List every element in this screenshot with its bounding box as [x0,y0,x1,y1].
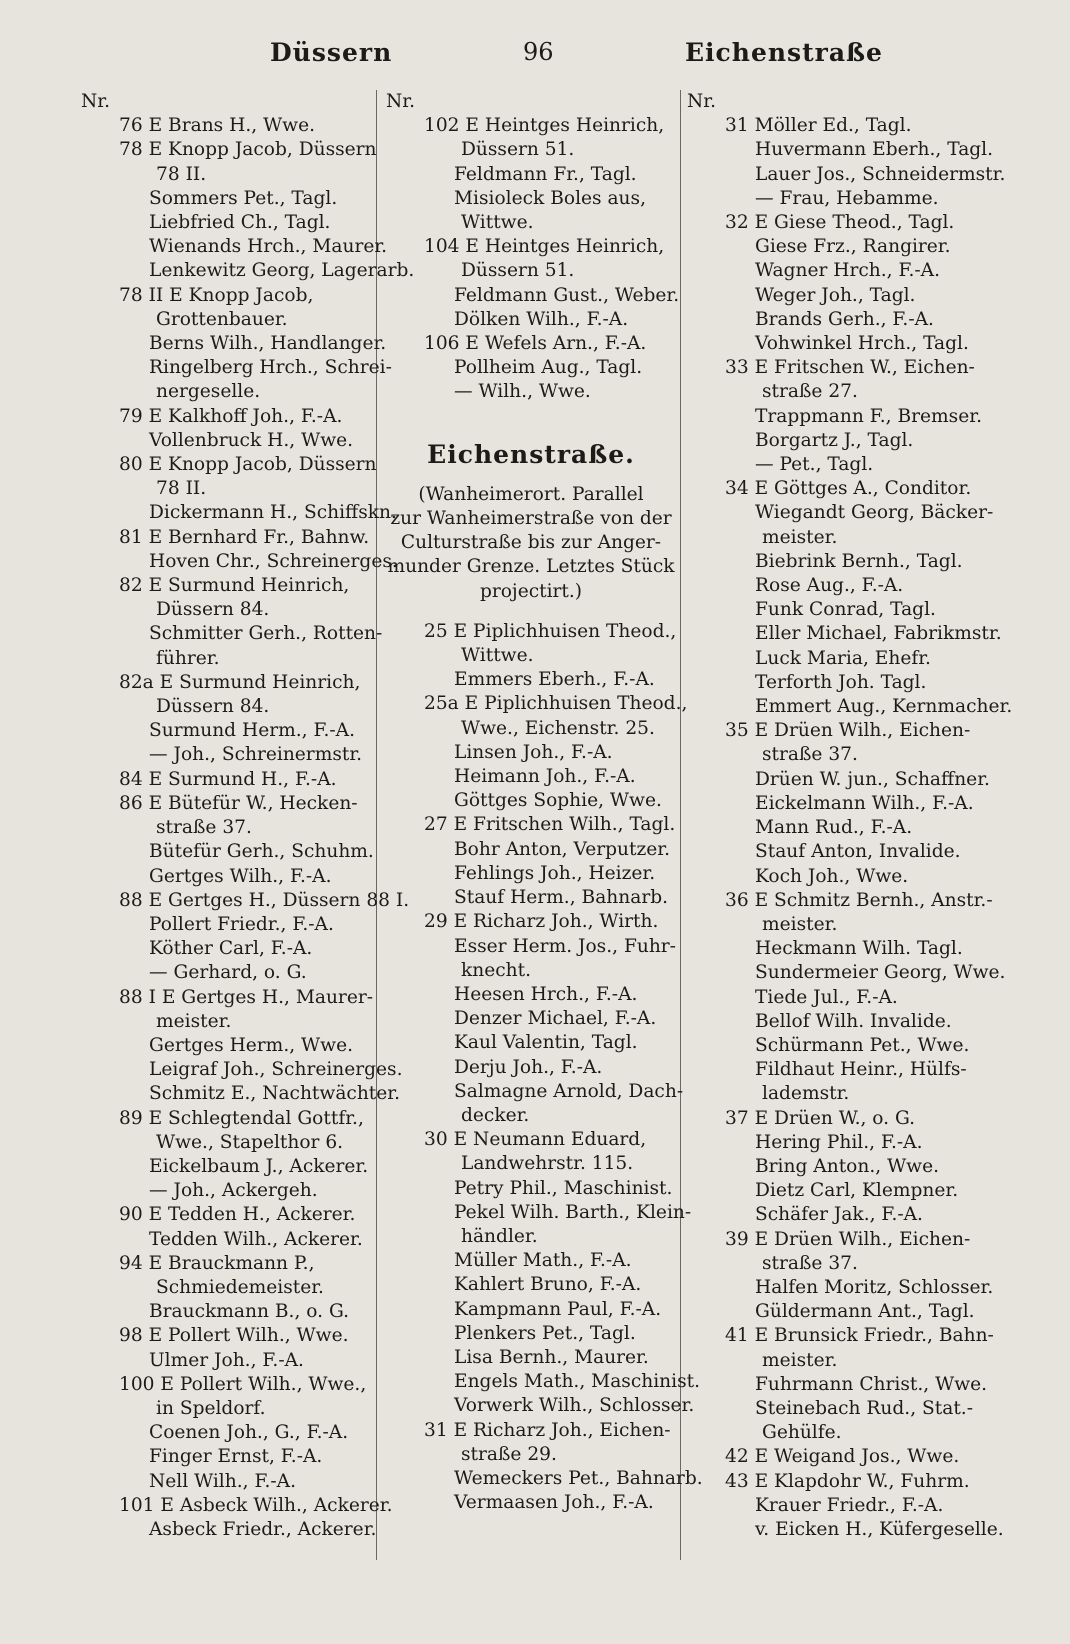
directory-entry-line: Weger Joh., Tagl. [755,284,916,306]
directory-entry-line: Schmitter Gerh., Rotten- [149,623,383,645]
directory-entry-line: straße 37. [762,1252,858,1274]
directory-entry-line: Düssern 84. [156,696,270,718]
directory-entry-line: Schürmann Pet., Wwe. [755,1034,970,1056]
directory-entry-line: Misioleck Boles aus, [454,187,646,209]
directory-entry-line: führer. [156,647,220,669]
directory-entry-line: Funk Conrad, Tagl. [755,599,936,621]
directory-entry-line: Finger Ernst, F.-A. [149,1446,323,1468]
directory-entry-line: 34 E Göttges A., Conditor. [725,478,972,500]
directory-entry-line: Heimann Joh., F.-A. [454,766,636,788]
street-section-title: Eichenstraße. [427,439,635,469]
directory-entry-line: 78 II. [156,163,207,185]
directory-entry-line: Pollert Friedr., F.-A. [149,913,334,935]
directory-entry-line: Vermaasen Joh., F.-A. [454,1492,654,1514]
directory-entry-line: Vollenbruck H., Wwe. [149,429,354,451]
directory-entry-line: Derju Joh., F.-A. [454,1056,603,1078]
directory-entry-line: Gehülfe. [762,1422,842,1444]
directory-entry-line: 106 E Wefels Arn., F.-A. [424,333,647,355]
directory-entry-line: Eller Michael, Fabrikmstr. [755,623,1002,645]
directory-entry-line: — Wilh., Wwe. [454,381,591,403]
directory-entry-line: 39 E Drüen Wilh., Eichen- [725,1228,971,1250]
directory-entry-line: Köther Carl, F.-A. [149,938,313,960]
directory-entry-line: Wittwe. [461,645,534,667]
directory-entry-line: Düssern 51. [461,139,575,161]
directory-entry-line: Grottenbauer. [156,308,288,330]
directory-entry-line: Petry Phil., Maschinist. [454,1177,673,1199]
directory-entry-line: 80 E Knopp Jacob, Düssern [119,454,377,476]
directory-entry-line: Plenkers Pet., Tagl. [454,1322,636,1344]
directory-entry-line: 78 II E Knopp Jacob, [119,284,314,306]
directory-entry-line: — Pet., Tagl. [755,454,874,476]
directory-entry-line: Dietz Carl, Klempner. [755,1180,959,1202]
directory-entry-line: Sundermeier Georg, Wwe. [755,962,1006,984]
directory-entry-line: Bellof Wilh. Invalide. [755,1010,952,1032]
directory-entry-line: 88 I E Gertges H., Maurer- [119,986,373,1008]
directory-entry-line: Heesen Hrch., F.-A. [454,983,638,1005]
directory-entry-line: Biebrink Bernh., Tagl. [755,550,963,572]
directory-entry-line: nergeselle. [156,381,261,403]
column-2 [386,90,703,1550]
directory-entry-line: Schmiedemeister. [156,1276,324,1298]
directory-entry-line: v. Eicken H., Küfergeselle. [755,1518,1004,1540]
directory-entry-line: Salmagne Arnold, Dach- [454,1080,684,1102]
directory-entry-line: Fuhrmann Christ., Wwe. [755,1373,988,1395]
directory-entry-line: 82 E Surmund Heinrich, [119,575,350,597]
directory-entry-line: 25 E Piplichhuisen Theod., [424,620,677,642]
directory-entry-line: Kampmann Paul, F.-A. [454,1298,662,1320]
column-3-entries [687,114,1013,1542]
directory-entry-line: 43 E Klapdohr W., Fuhrm. [725,1470,970,1492]
directory-entry-line: Pollheim Aug., Tagl. [454,357,643,379]
directory-entry-line: lademstr. [762,1083,850,1105]
directory-entry-line: — Frau, Hebamme. [755,187,939,209]
directory-entry-line: Wittwe. [461,212,534,234]
directory-entry-line: Bring Anton., Wwe. [755,1155,940,1177]
directory-entry-line: Ringelberg Hrch., Schrei- [149,357,392,379]
column-header-nr: Nr. [81,91,111,112]
directory-entry-line: 31 Möller Ed., Tagl. [725,115,912,137]
column-2-entries-top [386,114,680,404]
directory-entry-line: 36 E Schmitz Bernh., Anstr.- [725,889,993,911]
directory-entry-line: Halfen Moritz, Schlosser. [755,1276,994,1298]
directory-entry-line: 94 E Brauckmann P., [119,1252,315,1274]
description-line: projectirt.) [479,580,583,602]
directory-entry-line: 104 E Heintges Heinrich, [424,236,665,258]
directory-entry-line: Schmitz E., Nachtwächter. [149,1083,401,1105]
directory-entry-line: knecht. [461,959,532,981]
street-description [386,483,676,604]
directory-entry-line: Ulmer Joh., F.-A. [149,1349,304,1371]
directory-entry-line: Tedden Wilh., Ackerer. [149,1228,363,1250]
column-1-entries [81,114,415,1542]
directory-entry-line: straße 37. [156,817,252,839]
directory-entry-line: 27 E Fritschen Wilh., Tagl. [424,814,676,836]
directory-entry-line: Liebfried Ch., Tagl. [149,212,331,234]
directory-entry-line: Hering Phil., F.-A. [755,1131,923,1153]
directory-entry-line: Feldmann Gust., Weber. [454,284,680,306]
directory-entry-line: Lenkewitz Georg, Lagerarb. [149,260,415,282]
directory-entry-line: 31 E Richarz Joh., Eichen- [424,1419,671,1441]
description-line: Culturstraße bis zur Anger- [400,532,662,554]
directory-entry-line: Lisa Bernh., Maurer. [454,1346,649,1368]
column-divider-2 [680,90,681,1560]
directory-entry-line: — Joh., Ackergeh. [149,1180,318,1202]
directory-entry-line: 102 E Heintges Heinrich, [424,115,665,137]
directory-entry-line: 76 E Brans H., Wwe. [119,115,316,137]
directory-entry-line: Landwehrstr. 115. [461,1153,634,1175]
directory-entry-line: Denzer Michael, F.-A. [454,1008,657,1030]
page-header [80,38,990,78]
directory-entry-line: meister. [762,913,838,935]
header-district: Düssern [270,38,393,67]
directory-entry-line: Wienands Hrch., Maurer. [149,236,388,258]
directory-entry-line: — Joh., Schreinermstr. [149,744,363,766]
directory-entry-line: Vorwerk Wilh., Schlosser. [454,1395,695,1417]
directory-entry-line: 82a E Surmund Heinrich, [119,671,361,693]
directory-entry-line: Sommers Pet., Tagl. [149,187,338,209]
directory-entry-line: Dickermann H., Schiffskn. [149,502,397,524]
directory-entry-line: Giese Frz., Rangirer. [755,236,951,258]
directory-entry-line: Linsen Joh., F.-A. [454,741,613,763]
directory-entry-line: meister. [762,1349,838,1371]
directory-entry-line: Bütefür Gerh., Schuhm. [149,841,374,863]
directory-entry-line: Pekel Wilh. Barth., Klein- [454,1201,692,1223]
directory-entry-line: Eickelmann Wilh., F.-A. [755,792,974,814]
directory-entry-line: 100 E Pollert Wilh., Wwe., [119,1373,367,1395]
directory-entry-line: 78 E Knopp Jacob, Düssern [119,139,377,161]
directory-entry-line: Wagner Hrch., F.-A. [755,260,941,282]
directory-entry-line: Lauer Jos., Schneidermstr. [755,163,1006,185]
directory-entry-line: Krauer Friedr., F.-A. [755,1494,944,1516]
directory-entry-line: Gertges Herm., Wwe. [149,1034,353,1056]
directory-entry-line: in Speldorf. [156,1397,266,1419]
directory-entry-line: Surmund Herm., F.-A. [149,720,356,742]
directory-entry-line: Drüen W. jun., Schaffner. [755,768,990,790]
directory-entry-line: Stauf Anton, Invalide. [755,841,961,863]
directory-entry-line: Schäfer Jak., F.-A. [755,1204,923,1226]
directory-entry-line: Bohr Anton, Verputzer. [454,838,671,860]
directory-entry-line: 98 E Pollert Wilh., Wwe. [119,1325,349,1347]
directory-entry-line: Müller Math., F.-A. [454,1250,632,1272]
directory-entry-line: 88 E Gertges H., Düssern 88 I. [119,889,410,911]
directory-entry-line: 42 E Weigand Jos., Wwe. [725,1446,960,1468]
directory-entry-line: Mann Rud., F.-A. [755,817,913,839]
directory-entry-line: Dölken Wilh., F.-A. [454,308,629,330]
directory-entry-line: 35 E Drüen Wilh., Eichen- [725,720,971,742]
directory-entry-line: Göttges Sophie, Wwe. [454,790,662,812]
directory-entry-line: Engels Math., Maschinist. [454,1371,701,1393]
directory-entry-line: Hoven Chr., Schreinerges. [149,550,398,572]
section-gap [386,604,676,620]
directory-entry-line: 81 E Bernhard Fr., Bahnw. [119,526,370,548]
directory-entry-line: meister. [156,1010,232,1032]
column-3 [687,90,1013,1550]
description-line: munder Grenze. Letztes Stück [387,556,675,578]
directory-entry-line: 33 E Fritschen W., Eichen- [725,357,975,379]
directory-entry-line: Tiede Jul., F.-A. [755,986,898,1008]
directory-entry-line: Fildhaut Heinr., Hülfs- [755,1059,967,1081]
directory-entry-line: Koch Joh., Wwe. [755,865,909,887]
directory-entry-line: Terforth Joh. Tagl. [755,671,927,693]
directory-entry-line: Kaul Valentin, Tagl. [454,1032,638,1054]
directory-entry-line: Borgartz J., Tagl. [755,429,914,451]
directory-entry-line: 25a E Piplichhuisen Theod., [424,693,688,715]
directory-entry-line: 37 E Drüen W., o. G. [725,1107,916,1129]
directory-entry-line: Feldmann Fr., Tagl. [454,163,637,185]
directory-entry-line: Brands Gerh., F.-A. [755,308,934,330]
directory-entry-line: Eickelbaum J., Ackerer. [149,1155,369,1177]
directory-entry-line: Wwe., Eichenstr. 25. [461,717,655,739]
directory-entry-line: 86 E Bütefür W., Hecken- [119,792,358,814]
directory-entry-line: Asbeck Friedr., Ackerer. [149,1518,377,1540]
directory-entry-line: straße 29. [461,1443,557,1465]
directory-entry-line: Leigraf Joh., Schreinerges. [149,1059,403,1081]
directory-entry-line: Emmers Eberh., F.-A. [454,669,655,691]
directory-entry-line: Nell Wilh., F.-A. [149,1470,296,1492]
page-number: 96 [523,38,554,66]
directory-entry-line: händler. [461,1225,538,1247]
column-header-nr: Nr. [386,91,416,112]
directory-entry-line: 90 E Tedden H., Ackerer. [119,1204,356,1226]
directory-entry-line: 89 E Schlegtendal Gottfr., [119,1107,364,1129]
directory-entry-line: meister. [762,526,838,548]
directory-entry-line: Esser Herm. Jos., Fuhr- [454,935,676,957]
directory-entry-line: Wemeckers Pet., Bahnarb. [454,1467,703,1489]
directory-entry-line: Steinebach Rud., Stat.- [755,1397,973,1419]
directory-entry-line: Rose Aug., F.-A. [755,575,904,597]
directory-entry-line: — Gerhard, o. G. [149,962,307,984]
directory-entry-line: Wiegandt Georg, Bäcker- [755,502,994,524]
directory-entry-line: Wwe., Stapelthor 6. [156,1131,344,1153]
directory-entry-line: Fehlings Joh., Heizer. [454,862,656,884]
directory-entry-line: 29 E Richarz Joh., Wirth. [424,911,659,933]
description-line: (Wanheimerort. Parallel [418,483,644,505]
directory-entry-line: Brauckmann B., o. G. [149,1301,350,1323]
directory-entry-line: 84 E Surmund H., F.-A. [119,768,337,790]
directory-entry-line: Düssern 51. [461,260,575,282]
directory-entry-line: straße 27. [762,381,858,403]
directory-entry-line: decker. [461,1104,530,1126]
description-line: zur Wanheimerstraße von der [390,508,672,530]
directory-entry-line: 32 E Giese Theod., Tagl. [725,212,955,234]
directory-entry-line: Trappmann F., Bremser. [755,405,982,427]
directory-entry-line: Stauf Herm., Bahnarb. [454,887,669,909]
directory-entry-line: Kahlert Bruno, F.-A. [454,1274,642,1296]
directory-entry-line: Berns Wilh., Handlanger. [149,333,387,355]
directory-entry-line: Luck Maria, Ehefr. [755,647,931,669]
directory-entry-line: Gertges Wilh., F.-A. [149,865,332,887]
column-2-entries-bottom [386,620,703,1516]
directory-entry-line: 101 E Asbeck Wilh., Ackerer. [119,1494,393,1516]
column-header-nr: Nr. [687,91,717,112]
directory-entry-line: Güldermann Ant., Tagl. [755,1301,975,1323]
directory-entry-line: Düssern 84. [156,599,270,621]
directory-entry-line: straße 37. [762,744,858,766]
header-street: Eichenstraße [685,38,883,67]
directory-entry-line: Emmert Aug., Kernmacher. [755,696,1013,718]
directory-entry-line: 41 E Brunsick Friedr., Bahn- [725,1325,994,1347]
directory-entry-line: Heckmann Wilh. Tagl. [755,938,963,960]
directory-entry-line: Vohwinkel Hrch., Tagl. [755,333,969,355]
column-1 [81,90,415,1550]
directory-entry-line: 79 E Kalkhoff Joh., F.-A. [119,405,343,427]
directory-entry-line: Huvermann Eberh., Tagl. [755,139,994,161]
directory-entry-line: Coenen Joh., G., F.-A. [149,1422,349,1444]
directory-entry-line: 78 II. [156,478,207,500]
directory-entry-line: 30 E Neumann Eduard, [424,1129,647,1151]
